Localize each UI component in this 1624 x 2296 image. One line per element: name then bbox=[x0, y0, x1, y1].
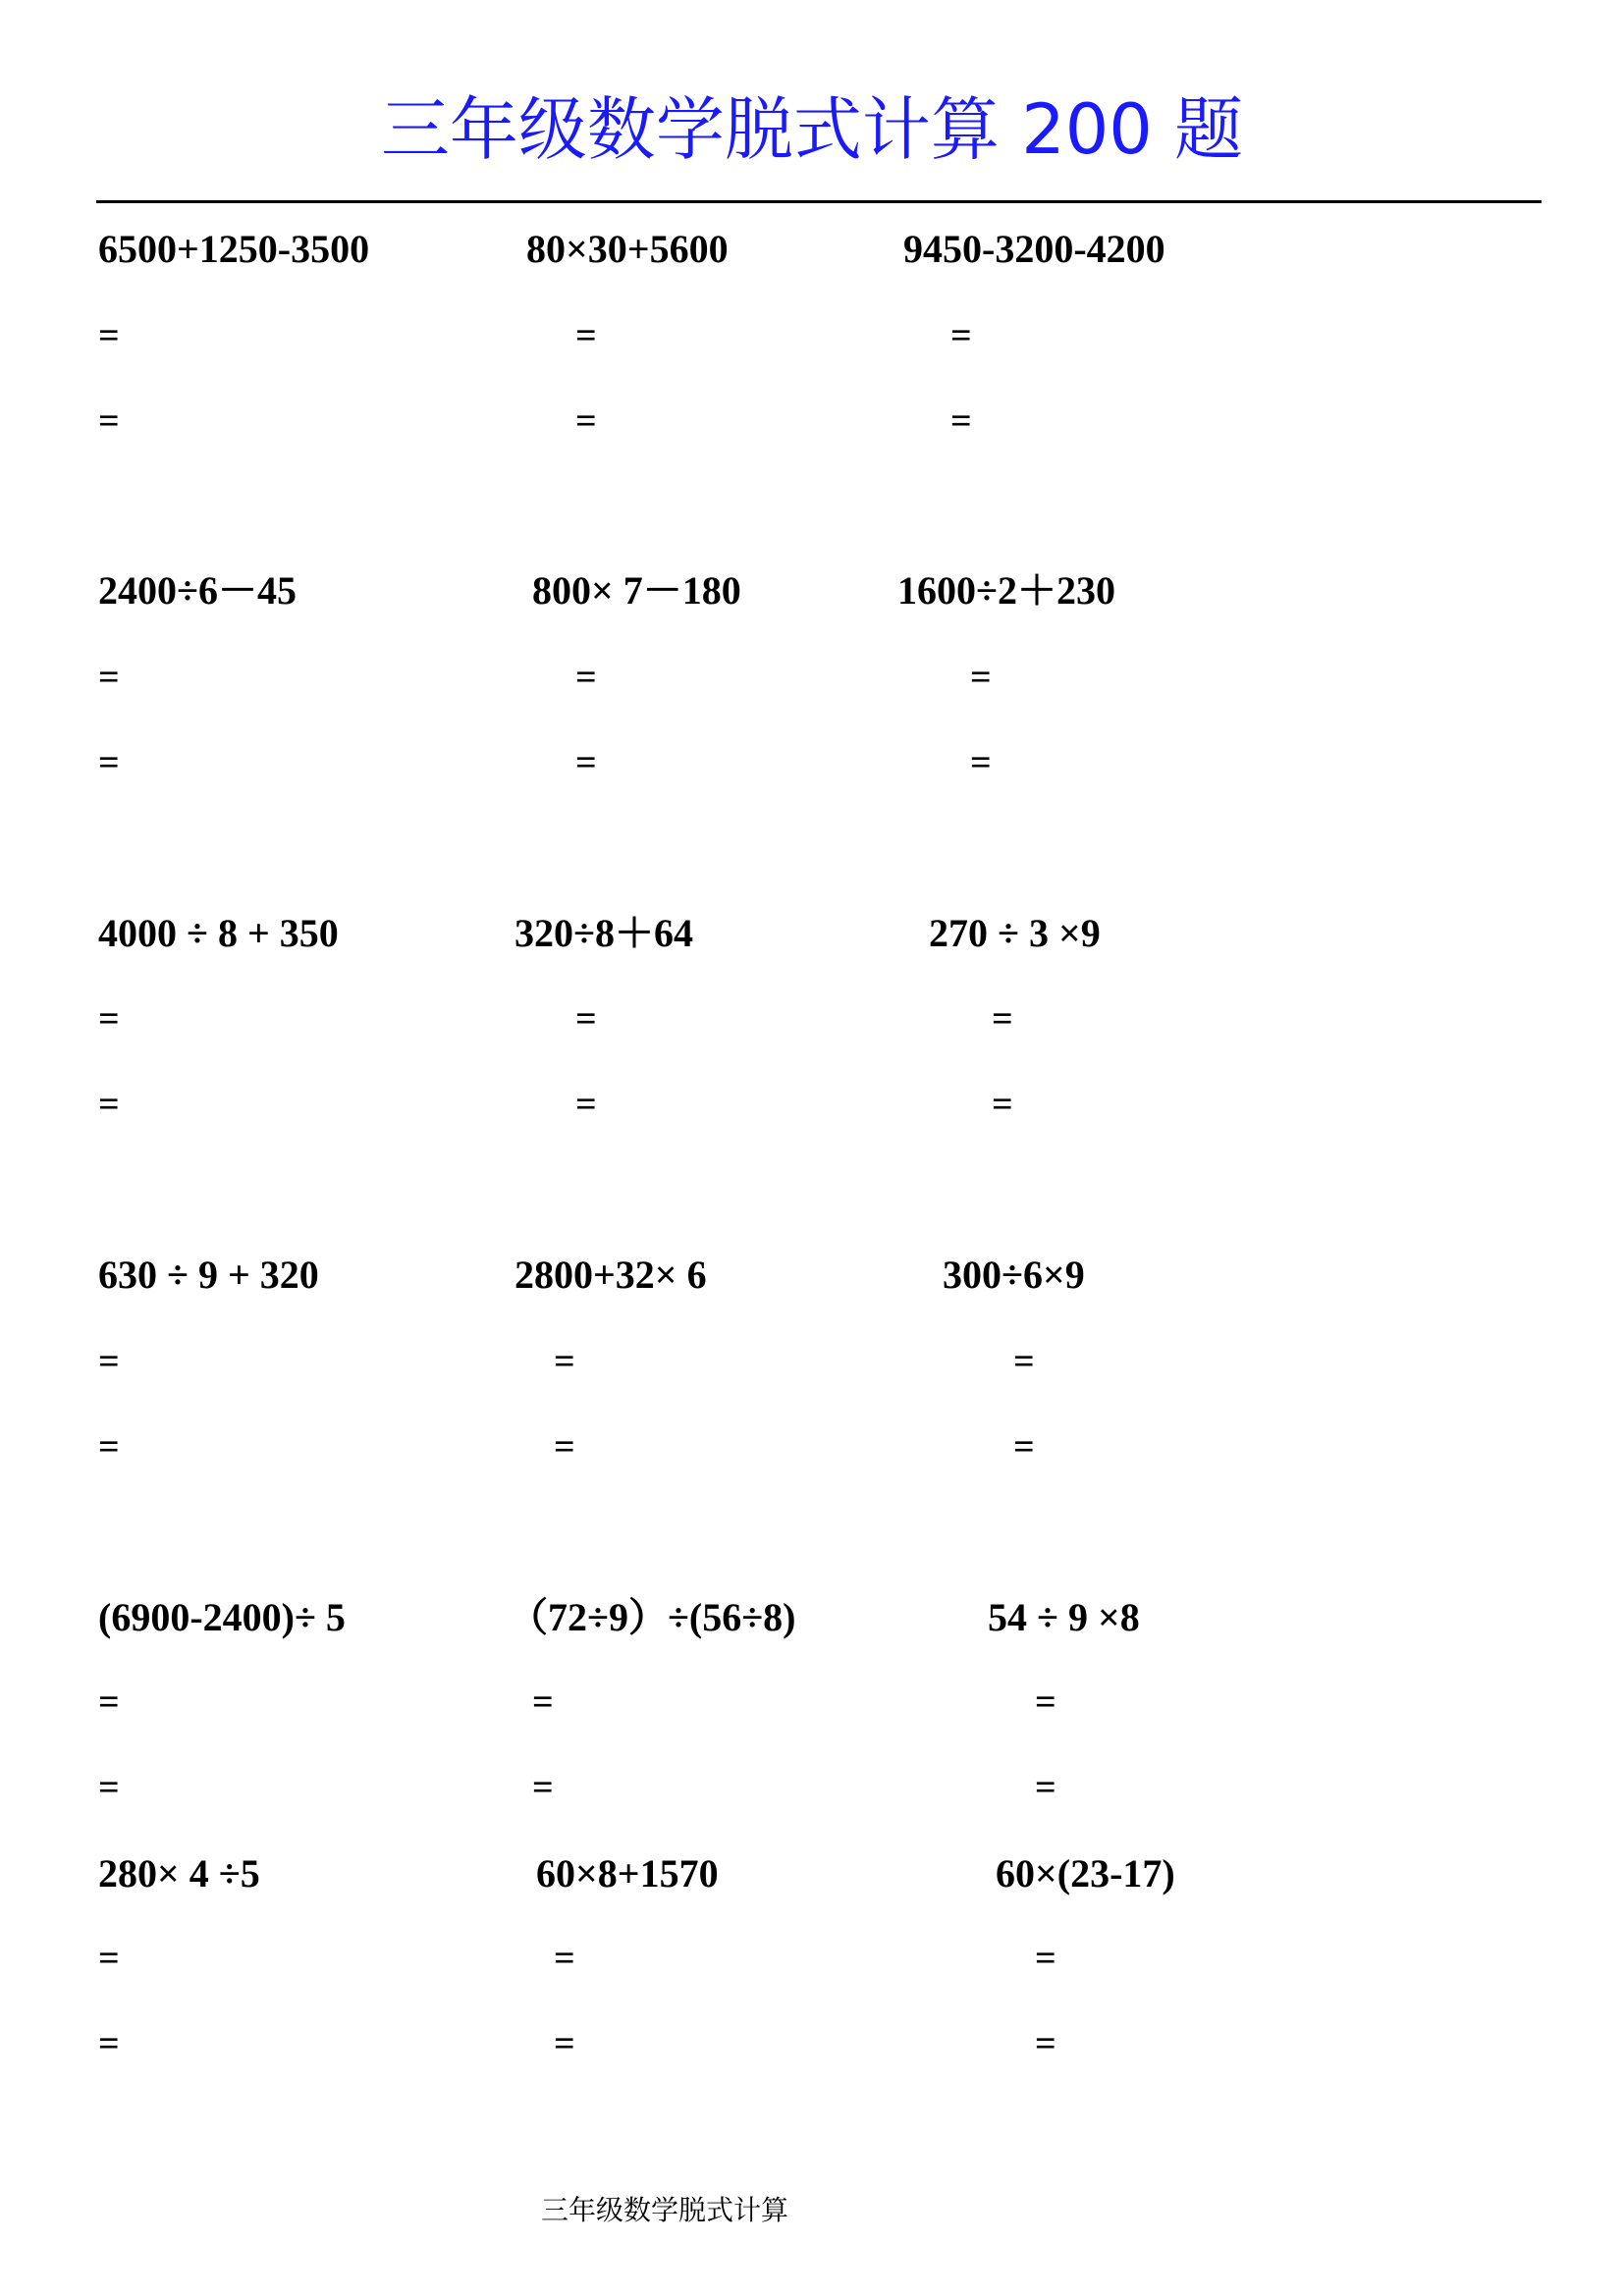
equals-line: = bbox=[575, 742, 597, 783]
equals-line: = bbox=[98, 742, 120, 783]
equals-line: = bbox=[98, 1767, 120, 1808]
problem-expression: 320÷8＋64 bbox=[514, 911, 693, 955]
page-footer: 三年级数学脱式计算 bbox=[540, 2194, 788, 2226]
problem-expression: （72÷9）÷(56÷8) bbox=[509, 1595, 796, 1639]
equals-line: = bbox=[554, 1938, 575, 1979]
equals-line: = bbox=[98, 2023, 120, 2064]
problem-expression: 4000 ÷ 8 + 350 bbox=[98, 911, 339, 955]
equals-line: = bbox=[98, 1938, 120, 1979]
equals-line: = bbox=[575, 315, 597, 356]
problem-expression: 80×30+5600 bbox=[526, 227, 729, 271]
equals-line: = bbox=[98, 1682, 120, 1723]
equals-line: = bbox=[1035, 1767, 1056, 1808]
problem-expression: 300÷6×9 bbox=[943, 1253, 1085, 1297]
equals-line: = bbox=[98, 400, 120, 442]
equals-line: = bbox=[575, 998, 597, 1040]
equals-line: = bbox=[950, 315, 972, 356]
equals-line: = bbox=[1035, 1938, 1056, 1979]
equals-line: = bbox=[1035, 1682, 1056, 1723]
equals-line: = bbox=[1013, 1426, 1035, 1468]
equals-line: = bbox=[1013, 1341, 1035, 1382]
problem-expression: 2400÷6－45 bbox=[98, 568, 297, 613]
equals-line: = bbox=[992, 1084, 1013, 1125]
equals-line: = bbox=[554, 1341, 575, 1382]
equals-line: = bbox=[98, 657, 120, 698]
equals-line: = bbox=[554, 2023, 575, 2064]
equals-line: = bbox=[950, 400, 972, 442]
problem-expression: 1600÷2＋230 bbox=[897, 568, 1115, 613]
problem-expression: 60×(23-17) bbox=[996, 1851, 1175, 1896]
title-divider bbox=[96, 200, 1542, 203]
equals-line: = bbox=[554, 1426, 575, 1468]
equals-line: = bbox=[575, 400, 597, 442]
problem-expression: 280× 4 ÷5 bbox=[98, 1851, 260, 1896]
problem-expression: 60×8+1570 bbox=[536, 1851, 719, 1896]
equals-line: = bbox=[575, 657, 597, 698]
equals-line: = bbox=[98, 998, 120, 1040]
equals-line: = bbox=[970, 657, 992, 698]
equals-line: = bbox=[532, 1767, 554, 1808]
equals-line: = bbox=[98, 1426, 120, 1468]
equals-line: = bbox=[970, 742, 992, 783]
problem-expression: 2800+32× 6 bbox=[514, 1253, 707, 1297]
equals-line: = bbox=[575, 1084, 597, 1125]
problem-expression: 800× 7－180 bbox=[532, 568, 741, 613]
problem-expression: 630 ÷ 9 + 320 bbox=[98, 1253, 319, 1297]
problem-expression: (6900-2400)÷ 5 bbox=[98, 1595, 346, 1639]
equals-line: = bbox=[98, 315, 120, 356]
equals-line: = bbox=[992, 998, 1013, 1040]
problem-expression: 270 ÷ 3 ×9 bbox=[929, 911, 1101, 955]
equals-line: = bbox=[1035, 2023, 1056, 2064]
problem-expression: 9450-3200-4200 bbox=[903, 227, 1165, 271]
problem-expression: 54 ÷ 9 ×8 bbox=[988, 1595, 1140, 1639]
equals-line: = bbox=[532, 1682, 554, 1723]
equals-line: = bbox=[98, 1341, 120, 1382]
page-title: 三年级数学脱式计算 200 题 bbox=[380, 89, 1244, 170]
problem-expression: 6500+1250-3500 bbox=[98, 227, 370, 271]
equals-line: = bbox=[98, 1084, 120, 1125]
